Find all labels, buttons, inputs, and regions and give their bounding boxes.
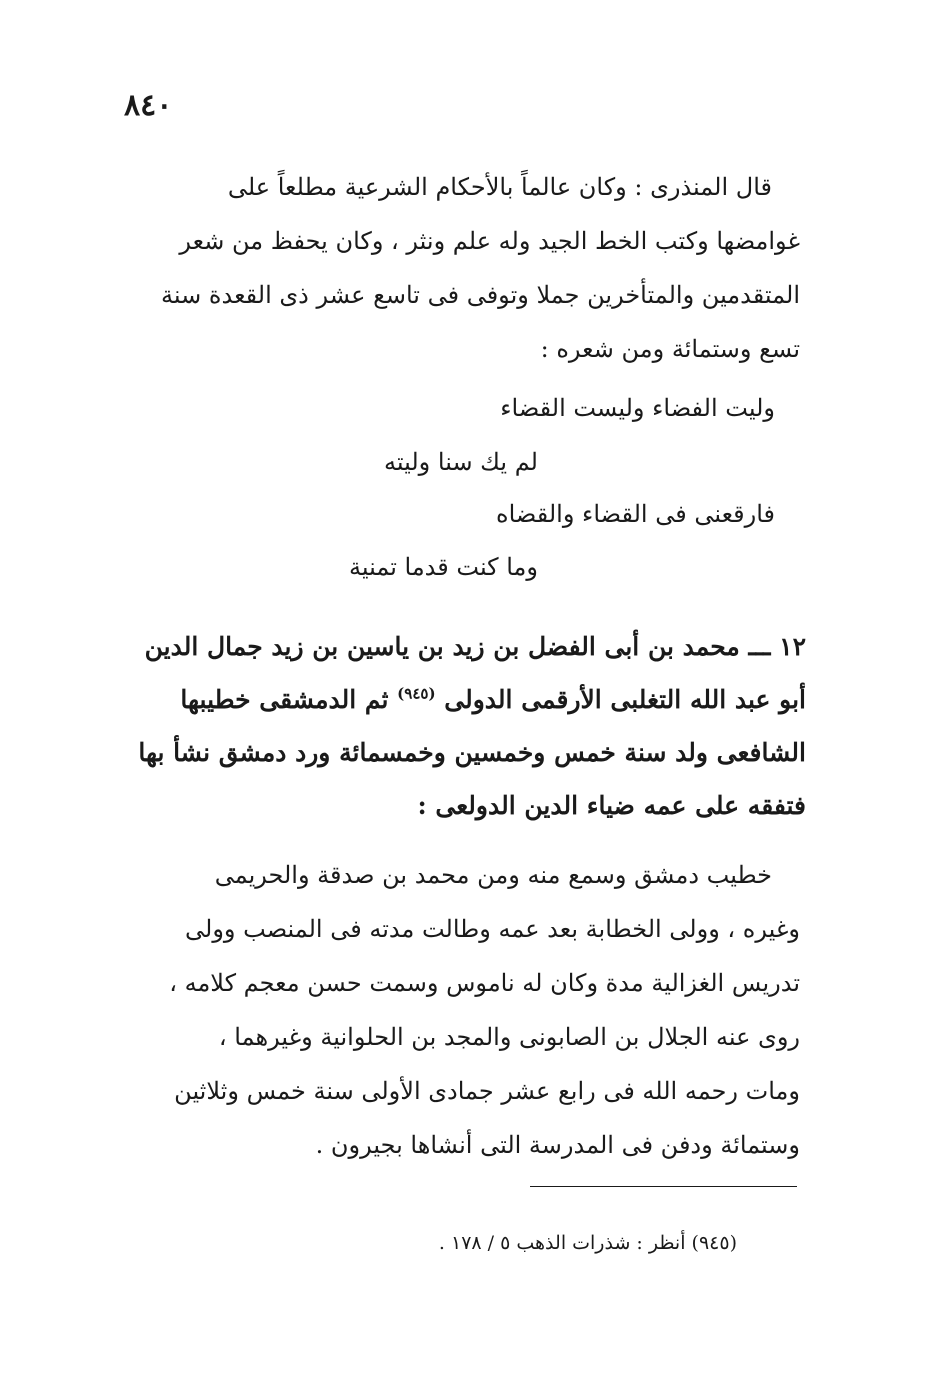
paragraph-line: قال المنذرى : وكان عالماً بالأحكام الشرعية مطلعاً على: [227, 173, 772, 201]
footnote-separator: [530, 1186, 797, 1187]
biography-entry-heading: [130, 620, 806, 832]
entry-line-part: أبو عبد الله التغلبى الأرقمى الدولى: [444, 685, 806, 714]
entry-line-with-footnote: [130, 673, 806, 726]
page-number: ٨٤٠: [124, 88, 173, 123]
paragraph-line: غوامضها وكتب الخط الجيد وله علم ونثر ، وكان يحفظ من شعر: [179, 227, 800, 255]
entry-line: الشافعى ولد سنة خمس وخمسين وخمسمائة ورد دمشق نشأ بها: [138, 738, 806, 767]
paragraph-line: المتقدمين والمتأخرين جملا وتوفى فى تاسع عشر ذى القعدة سنة: [161, 281, 800, 309]
paragraph-line: تسع وستمائة ومن شعره :: [540, 335, 800, 363]
poem-verse-4: وما كنت قدما تمنية: [348, 553, 538, 581]
entry-line: فتفقه على عمه ضياء الدين الدولعى :: [417, 791, 806, 820]
footnote-reference: (٩٤٥): [397, 684, 436, 703]
paragraph-line: خطيب دمشق وسمع منه ومن محمد بن صدقة والحريمى: [214, 861, 772, 889]
paragraph-line: وستمائة ودفن فى المدرسة التى أنشاها بجيرون .: [315, 1131, 800, 1159]
entry-line-part: ثم الدمشقى خطيبها: [180, 685, 389, 714]
paragraph-line: ومات رحمه الله فى رابع عشر جمادى الأولى سنة خمس وثلاثين: [174, 1077, 800, 1105]
intro-paragraph: [130, 160, 800, 376]
poem-verse-3: فارقعنى فى القضاء والقضاه: [496, 500, 775, 528]
biography-paragraph: [130, 848, 800, 1172]
paragraph-line: روى عنه الجلال بن الصابونى والمجد بن الحلوانية وغيرهما ،: [218, 1023, 800, 1051]
paragraph-line: تدريس الغزالية مدة وكان له ناموس وسمت حسن معجم كلامه ،: [169, 969, 800, 997]
paragraph-line: وغيره ، وولى الخطابة بعد عمه وطالت مدته فى المنصب وولى: [185, 915, 800, 943]
poem-verse-2: لم يك سنا وليته: [384, 448, 538, 476]
poem-verse-1: وليت الفضاء وليست القضاء: [500, 394, 775, 422]
entry-line: ١٢ ـــ محمد بن أبى الفضل بن زيد بن ياسين بن زيد جمال الدين: [144, 632, 806, 661]
footnote: (٩٤٥) أنظر : شذرات الذهب ٥ / ١٧٨ .: [438, 1232, 737, 1254]
